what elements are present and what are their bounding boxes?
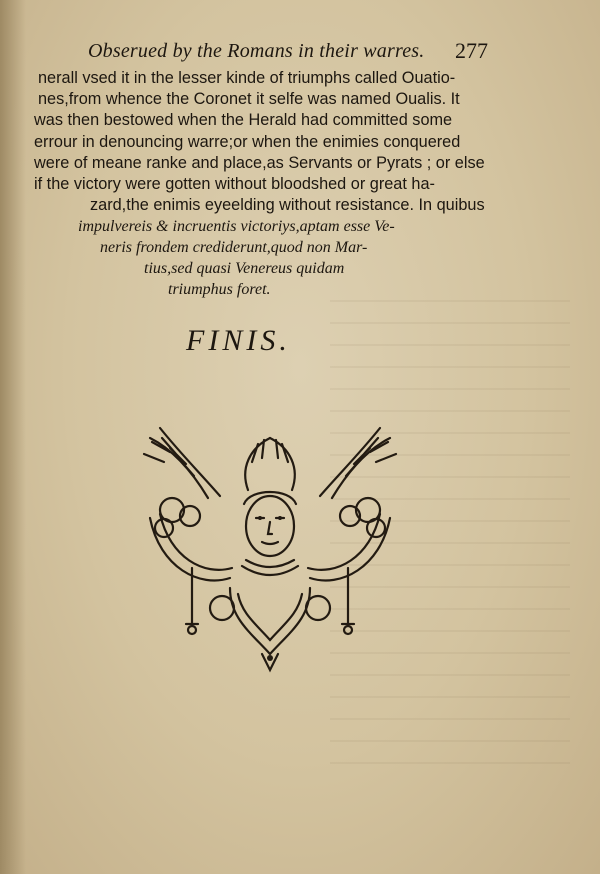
latin-line: tius,sed quasi Venereus quidam xyxy=(144,260,345,278)
body-line: was then bestowed when the Herald had committed some xyxy=(34,111,453,130)
body-text xyxy=(34,68,484,300)
running-head: Obserued by the Romans in their warres. xyxy=(88,40,425,62)
body-line: nerall vsed it in the lesser kinde of triumphs called Ouatio- xyxy=(38,69,456,87)
page-number: 277 xyxy=(455,38,488,63)
latin-line: triumphus foret. xyxy=(168,281,271,299)
woodcut-ornament xyxy=(130,418,410,678)
body-line: nes,from whence the Coronet it selfe was named Oualis. It xyxy=(38,90,460,109)
body-line: if the victory were gotten without bloodshed or great ha- xyxy=(34,175,435,194)
latin-line: neris frondem crediderunt,quod non Mar- xyxy=(100,239,368,257)
body-line: zard,the enimis eyeelding without resistance. In quibus xyxy=(90,196,485,215)
latin-line: impulvereis & incruentis victoriys,aptam esse Ve- xyxy=(78,218,395,236)
page-gutter-shadow xyxy=(0,0,26,874)
body-line: were of meane ranke and place,as Servants or Pyrats ; or else xyxy=(34,153,485,172)
page-header xyxy=(88,36,488,68)
body-line: errour in denouncing warre;or when the enimies conquered xyxy=(34,132,461,151)
finis-heading: FINIS. xyxy=(186,324,291,357)
